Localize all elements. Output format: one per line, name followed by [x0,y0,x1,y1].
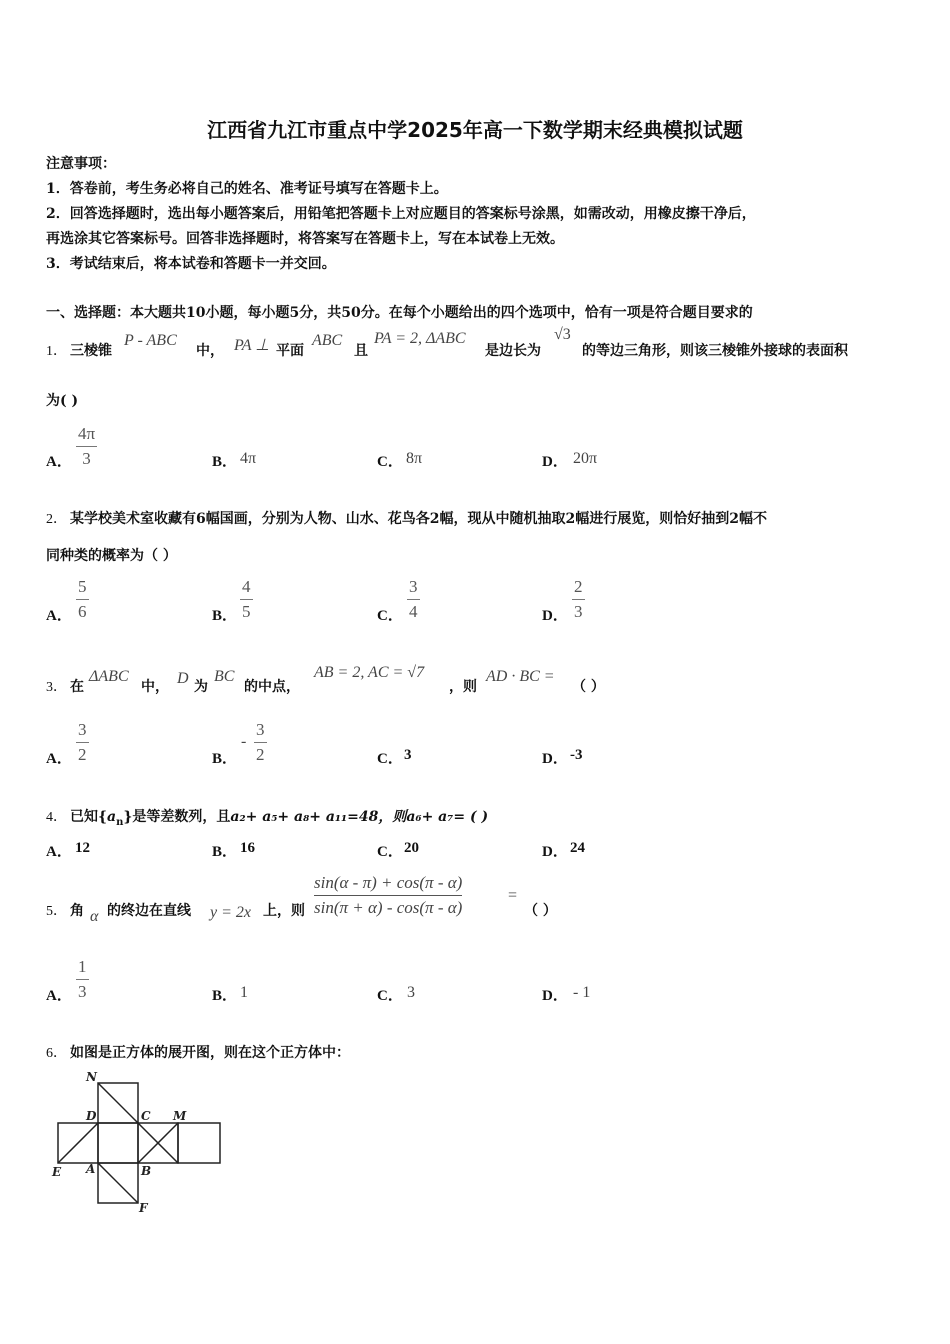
q4-option-b-value: 16 [240,840,255,856]
diagonal-af [98,1163,138,1203]
q5-text-2: 的终边在直线 [107,903,191,919]
q5-expression-denominator: sin(π + α) - cos(π - α) [314,898,463,917]
q3-option-d-value: -3 [570,747,583,763]
q1-option-a-fraction [76,425,97,467]
q2-option-b-denominator: 5 [242,602,251,621]
q4-option-c-label: C． [377,844,403,860]
q3-text-1: 在 [70,679,84,695]
q4-option-d-value: 24 [570,840,585,856]
q2-option-d-numerator: 2 [574,577,583,596]
q2-option-a-label: A． [46,608,72,624]
q1-text-7: 为( ) [46,393,79,409]
q5-expression [314,874,462,916]
q5-option-b-value: 1 [240,984,248,1001]
net-square-2 [98,1123,138,1163]
q5-option-a-denominator: 3 [78,982,87,1001]
q1-text-4: 且 [354,343,368,359]
q5-equals: = [508,887,518,904]
net-square-4 [178,1123,220,1163]
q2-option-a-fraction [76,578,89,620]
q5-option-c-label: C． [377,988,403,1004]
q3-option-a-label: A． [46,751,72,767]
q3-option-b-fraction [254,721,267,763]
label-f: F [139,1201,148,1215]
q5-text-1: 角 [70,903,84,919]
q3-number: 3． [46,680,67,695]
notice-heading: 注意事项： [46,156,116,172]
q2-option-b-fraction [240,578,253,620]
q6-number: 6． [46,1046,67,1061]
q1-text-1: 三棱锥 [70,343,112,359]
q5-option-a-numerator: 1 [78,957,87,976]
q2-line-1: 某学校美术室收藏有6幅国画，分别为人物、山水、花鸟各2幅，现从中随机抽取2幅进行展览，则恰好抽到2幅不 [70,511,767,527]
q3-text-4: 的中点， [244,679,300,695]
q5-number: 5． [46,904,67,919]
q2-option-c-fraction [407,578,420,620]
label-c: C [141,1109,151,1123]
q4-pre: 已知{ [70,809,108,825]
q5-option-d-value: - 1 [573,984,591,1001]
q6-text: 如图是正方体的展开图，则在这个正方体中： [70,1045,350,1061]
q1-text-6: 的等边三角形，则该三棱锥外接球的表面积 [582,343,848,359]
q4-option-d-label: D． [542,844,568,860]
label-m: M [173,1109,187,1123]
section-heading: 一、选择题：本大题共10小题，每小题5分，共50分。在每个小题给出的四个选项中，恰有一项是符合题目要求的 [46,305,753,321]
q5-option-c-value: 3 [407,984,415,1001]
q5-option-a-label: A． [46,988,72,1004]
q4-mid: }是等差数列，且 [123,809,231,825]
q5-math-2: y = 2x [210,904,251,921]
q4-option-c-value: 20 [404,840,419,856]
label-n: N [86,1070,97,1084]
page-title: 江西省九江市重点中学2025年高一下数学期末经典模拟试题 [207,118,743,142]
q5-math-1: α [90,908,99,925]
q3-option-b-label: B． [212,751,238,767]
q4-option-a-label: A． [46,844,72,860]
q3-math-5: AD · BC = [486,668,555,685]
q3-option-a-fraction [76,721,89,763]
notice-item-1: 1．答卷前，考生务必将自己的姓名、准考证号填写在答题卡上。 [46,181,448,197]
q3-option-b-denominator: 2 [256,745,265,764]
diagonal-nc [98,1083,138,1123]
q1-option-d-value: 20π [573,450,598,467]
q3-option-a-denominator: 2 [78,745,87,764]
q3-math-3: BC [214,668,235,685]
label-b: B [141,1164,152,1178]
q4-sub-n: n [116,816,124,828]
q4-ask: a₆+ a₇= ( ) [406,809,489,825]
q5-expression-numerator: sin(α - π) + cos(π - α) [314,873,463,892]
label-e: E [52,1165,62,1179]
cube-net-lines [58,1083,220,1203]
q5-option-a-fraction [76,958,89,1000]
q2-number: 2． [46,512,67,527]
q2-option-b-label: B． [212,608,238,624]
q5-text-4: （ ） [524,903,557,919]
q1-text-3: 平面 [276,343,304,359]
q3-option-b-sign: - [241,733,247,750]
q4-number: 4． [46,810,67,825]
q1-math-4: PA = 2, ΔABC [374,330,466,347]
q4-option-a-value: 12 [75,840,90,856]
q2-option-a-denominator: 6 [78,602,87,621]
label-d: D [86,1109,97,1123]
q4-option-b-label: B． [212,844,238,860]
q2-option-c-label: C． [377,608,403,624]
q2-option-d-denominator: 3 [574,602,583,621]
q2-option-c-numerator: 3 [409,577,418,596]
q2-option-d-label: D． [542,608,568,624]
q3-math-2: D [177,670,189,687]
q1-option-c-label: C． [377,454,403,470]
q3-text-2: 中， [141,679,169,695]
q1-number: 1． [46,344,67,359]
q1-option-c-value: 8π [406,450,423,467]
q1-math-2: PA ⊥ [234,337,270,354]
q4-a: a [107,809,117,825]
diagonal-ed [58,1123,98,1163]
q1-option-a-denominator: 3 [82,449,91,468]
notice-item-2b: 再选涂其它答案标号。回答非选择题时，将答案写在答题卡上，写在本试卷上无效。 [46,231,564,247]
q4-text [70,806,488,828]
q1-option-b-label: B． [212,454,238,470]
q3-option-c-value: 3 [404,747,412,763]
q1-math-1: P - ABC [124,332,177,349]
q5-option-d-label: D． [542,988,568,1004]
notice-item-2a: 2．回答选择题时，选出每小题答案后，用铅笔把答题卡上对应题目的答案标号涂黑，如需改动，用橡皮擦干净后， [46,206,756,222]
q3-text-5: ，则 [449,679,477,695]
q1-math-3: ABC [312,332,343,349]
q3-option-d-label: D． [542,751,568,767]
q3-text-6: （ ） [572,679,605,695]
q1-option-a-numerator: 4π [78,424,96,443]
q1-text-2: 中， [196,343,224,359]
q3-option-a-numerator: 3 [78,720,87,739]
q1-option-a-label: A． [46,454,72,470]
cube-net-figure [40,1070,240,1220]
q3-option-b-numerator: 3 [256,720,265,739]
q2-option-d-fraction [572,578,585,620]
q2-line-2: 同种类的概率为（ ） [46,548,177,564]
q3-math-4: AB = 2, AC = √7 [314,664,425,681]
notice-item-3: 3．考试结束后，将本试卷和答题卡一并交回。 [46,256,336,272]
q3-text-3: 为 [194,679,208,695]
q2-option-a-numerator: 5 [78,577,87,596]
q5-text-3: 上，则 [263,903,305,919]
q3-math-1: ΔABC [89,668,129,685]
q1-math-5: √3 [554,326,571,343]
q1-option-d-label: D． [542,454,568,470]
q5-option-b-label: B． [212,988,238,1004]
q1-text-5: 是边长为 [485,343,541,359]
q2-option-c-denominator: 4 [409,602,418,621]
label-a: A [86,1162,96,1176]
q2-option-b-numerator: 4 [242,577,251,596]
q4-equation: a₂+ a₅+ a₈+ a₁₁=48，则 [230,809,407,825]
q1-option-b-value: 4π [240,450,257,467]
q3-option-c-label: C． [377,751,403,767]
